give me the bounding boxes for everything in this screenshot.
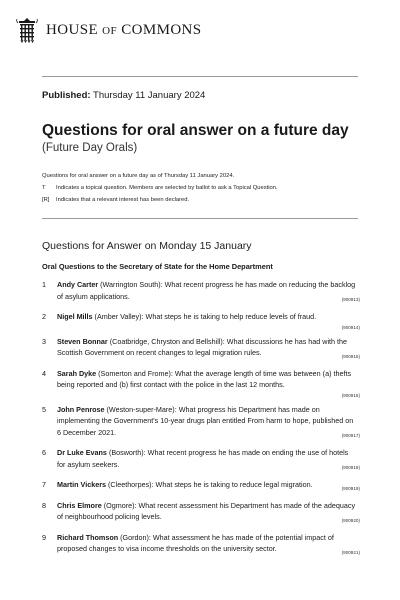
- divider-top: [42, 76, 358, 77]
- question-number: 2: [42, 312, 46, 321]
- question-number: 4: [42, 368, 46, 378]
- document-subtitle: (Future Day Orals): [42, 142, 138, 154]
- question-item: [42, 336, 360, 359]
- question-item: [42, 447, 360, 470]
- intro-line: Questions for oral answer on a future day as of Thursday 11 January 2024.: [42, 173, 235, 179]
- question-reference: (900920): [341, 517, 360, 523]
- question-reference: (900914): [341, 324, 360, 330]
- published-date: Thursday 11 January 2024: [93, 90, 206, 101]
- legend-text: Indicates that a relevant interest has been declared.: [56, 197, 190, 203]
- question-member: Sarah Dyke: [57, 368, 97, 378]
- published-label: Published:: [42, 90, 91, 101]
- question-number: 5: [42, 404, 46, 414]
- question-number: 9: [42, 532, 46, 542]
- question-text: (Weston-super-Mare): What progress his Department has made on implementing the Government's 10-year drugs plan entitled From harm to hope, published on 6 December 2021.: [57, 404, 354, 437]
- question-number: 1: [42, 280, 46, 289]
- legend-item: [42, 194, 362, 206]
- question-item: [42, 500, 360, 523]
- question-item: [42, 479, 360, 491]
- question-text: (Somerton and Frome): What the average length of time was between (a) thefts being reported and (b) first contact with the police in the last 12 months.: [57, 368, 352, 389]
- question-member: John Penrose: [57, 404, 105, 414]
- page-header: [16, 14, 202, 46]
- question-item: [42, 279, 360, 302]
- question-member: Steven Bonnar: [57, 336, 108, 346]
- question-number: 3: [42, 336, 46, 346]
- question-reference: (900919): [341, 485, 360, 491]
- question-number: 7: [42, 480, 46, 489]
- question-text: (Cleethorpes): What steps he is taking to reduce legal migration.: [108, 480, 313, 489]
- question-number: 8: [42, 500, 46, 510]
- question-member: Nigel Mills: [57, 312, 93, 321]
- question-text: (Bosworth): What recent progress he has made on ending the use of hotels for asylum seekers.: [57, 448, 349, 469]
- question-reference: (900918): [341, 465, 360, 470]
- question-reference: (900921): [341, 549, 360, 555]
- document-title: Questions for oral answer on a future day: [42, 122, 349, 139]
- organisation-name: HOUSE OF COMMONS: [46, 21, 202, 38]
- portcullis-icon: [16, 17, 38, 43]
- question-text: (Amber Valley): What steps he is taking to help reduce levels of fraud.: [94, 312, 317, 321]
- question-text: (Gordon): What assessment he has made of the potential impact of proposed changes to visa income thresholds on the university sector.: [57, 532, 334, 553]
- question-number: 6: [42, 448, 46, 457]
- legend-item: [42, 182, 362, 194]
- question-item: [42, 368, 360, 398]
- question-member: Andy Carter: [57, 280, 99, 289]
- intro-notes: [42, 170, 362, 206]
- department-heading: Oral Questions to the Secretary of State for the Home Department: [42, 262, 273, 271]
- question-reference: (900913): [341, 297, 360, 302]
- question-text: (Warrington South): What recent progress he has made on reducing the backlog of asylum applications.: [57, 280, 356, 301]
- question-member: Richard Thomson: [57, 532, 119, 542]
- question-item: [42, 311, 360, 330]
- legend-text: Indicates a topical question. Members are selected by ballot to ask a Topical Question.: [56, 185, 278, 191]
- question-member: Chris Elmore: [57, 500, 102, 510]
- question-list: [42, 279, 360, 555]
- published-line: [42, 90, 205, 101]
- question-reference: (900917): [341, 433, 360, 438]
- divider-bottom: [42, 218, 358, 219]
- question-item: [42, 532, 360, 555]
- question-text: (Coatbridge, Chryston and Bellshill): What discussions he has had with the Scottish Government on recent changes to legal migration rules.: [57, 336, 348, 357]
- question-member: Dr Luke Evans: [57, 448, 107, 457]
- legend-symbol: T: [42, 185, 46, 191]
- section-heading: Questions for Answer on Monday 15 January: [42, 240, 252, 252]
- question-member: Martin Vickers: [57, 480, 107, 489]
- legend-symbol: [R]: [42, 197, 50, 203]
- question-reference: (900916): [341, 392, 360, 398]
- question-text: (Ogmore): What recent assessment his Department has made of the adequacy of neighbourhood policing levels.: [57, 500, 356, 521]
- question-reference: (900915): [341, 353, 360, 359]
- question-item: [42, 404, 360, 439]
